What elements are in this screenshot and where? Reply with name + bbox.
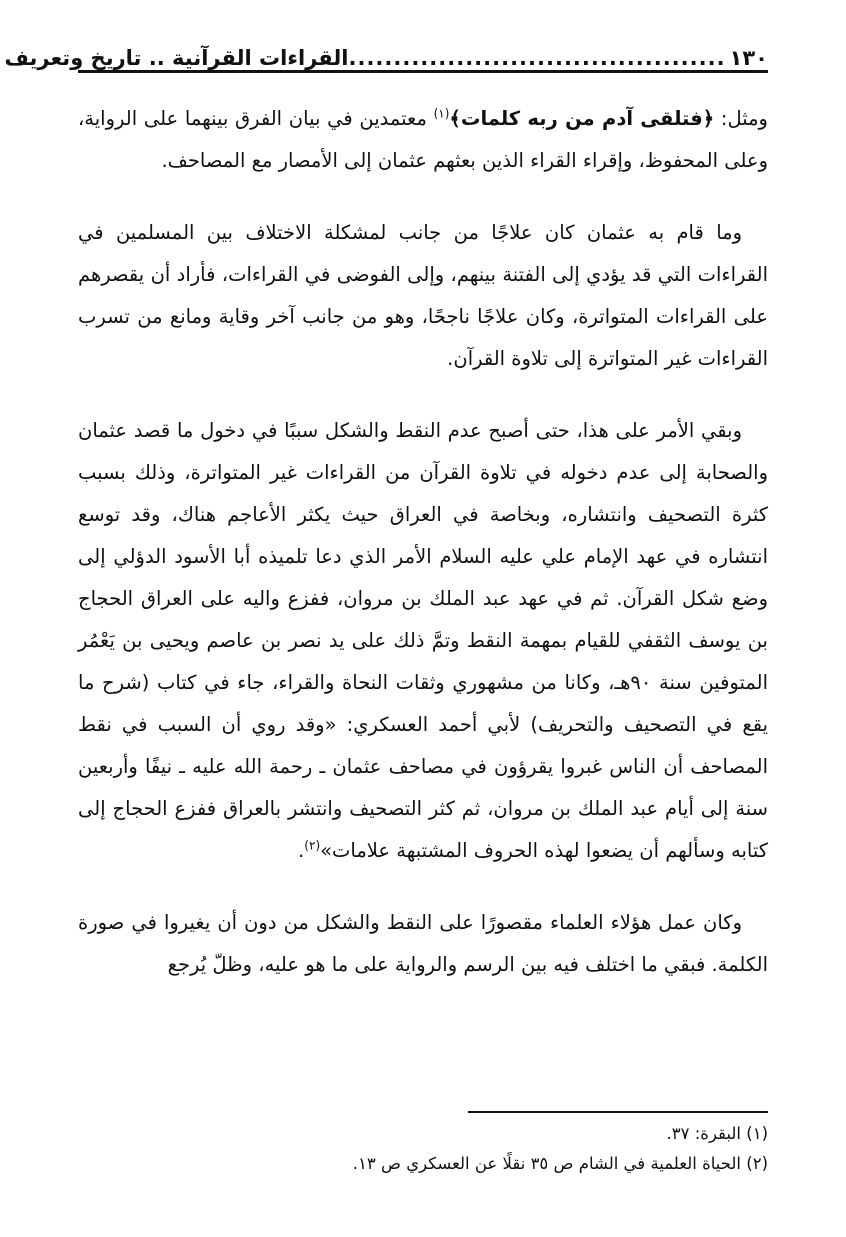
- paragraph-1-intro: ومثل:: [714, 107, 768, 130]
- footnote-marker-2: (٢): [304, 838, 321, 853]
- paragraph-1: [78, 98, 768, 182]
- footnote-1: (١) البقرة: ٣٧.: [666, 1124, 768, 1143]
- header-title: القراءات القرآنية .. تاريخ وتعريف: [4, 46, 349, 70]
- footnote-2: (٢) الحياة العلمية في الشام ص ٣٥ نقلًا عن العسكري ص ١٣.: [352, 1154, 768, 1173]
- quran-verse: ﴿فتلقى آدم من ربه كلمات﴾: [449, 107, 715, 130]
- body-text: [78, 98, 768, 1016]
- paragraph-3-end: .: [298, 839, 305, 862]
- running-header: [4, 36, 768, 73]
- page-number: ١٣٠: [729, 46, 768, 70]
- header-leader-dots: ..........................................: [348, 46, 726, 70]
- paragraph-4-text: وكان عمل هؤلاء العلماء مقصورًا على النقط والشكل من دون أن يغيروا في صورة الكلمة. فبقي ما اختلف فيه بين الرسم والرواية على ما هو عليه، وظلّ يُرجع: [78, 911, 768, 976]
- footnotes: [78, 1119, 768, 1179]
- paragraph-4: [78, 902, 768, 986]
- paragraph-1-text: معتمدين في بيان الفرق بينهما على الرواية، وعلى المحفوظ، وإقراء القراء الذين بعثهم عثمان إلى الأمصار مع المصاحف.: [78, 107, 768, 172]
- paragraph-3-text: وبقي الأمر على هذا، حتى أصبح عدم النقط والشكل سببًا في دخول ما قصد عثمان والصحابة إلى عدم دخوله في تلاوة القرآن من القراءات غير المتواترة، وذلك بسبب كثرة التصحيف وانتشاره، وبخاصة في العراق حيث يكثر الأعاجم هناك، وقد توسع انتشاره في عهد الإمام علي عليه السلام الأمر الذي دعا تلميذه أبا الأسود الدؤلي إلى وضع شكل القرآن. ثم في عهد عبد الملك بن مروان، ففزع واليه على العراق الحجاج بن يوسف الثقفي للقيام بمهمة النقط وتمَّ ذلك على يد نصر بن عاصم ويحيى بن يَعْمُر المتوفين سنة ٩٠هـ، وكانا من مشهوري وثقات النحاة والقراء، جاء في كتاب (شرح ما يقع في التصحيف والتحريف) لأبي أحمد العسكري: «وقد روي أن السبب في نقط المصاحف أن الناس غبروا يقرؤون في مصاحف عثمان ـ رحمة الله عليه ـ نيفًا وأربعين سنة إلى أيام عبد الملك بن مروان، ثم كثر التصحيف وانتشر بالعراق ففزع الحجاج إلى كتابه وسألهم أن يضعوا لهذه الحروف المشتبهة علامات»: [78, 419, 768, 862]
- footnote-separator: [468, 1111, 768, 1113]
- paragraph-3: [78, 410, 768, 872]
- footnote-marker-1: (١): [433, 106, 450, 121]
- paragraph-2: [78, 212, 768, 380]
- paragraph-2-text: وما قام به عثمان كان علاجًا من جانب لمشكلة الاختلاف بين المسلمين في القراءات التي قد يؤدي إلى الفتنة بينهم، وإلى الفوضى في القراءات، فأراد أن يقصرهم على القراءات المتواترة، وكان علاجًا ناجحًا، وهو من جانب آخر وقاية ومانع من تسرب القراءات غير المتواترة إلى تلاوة القرآن.: [78, 221, 768, 370]
